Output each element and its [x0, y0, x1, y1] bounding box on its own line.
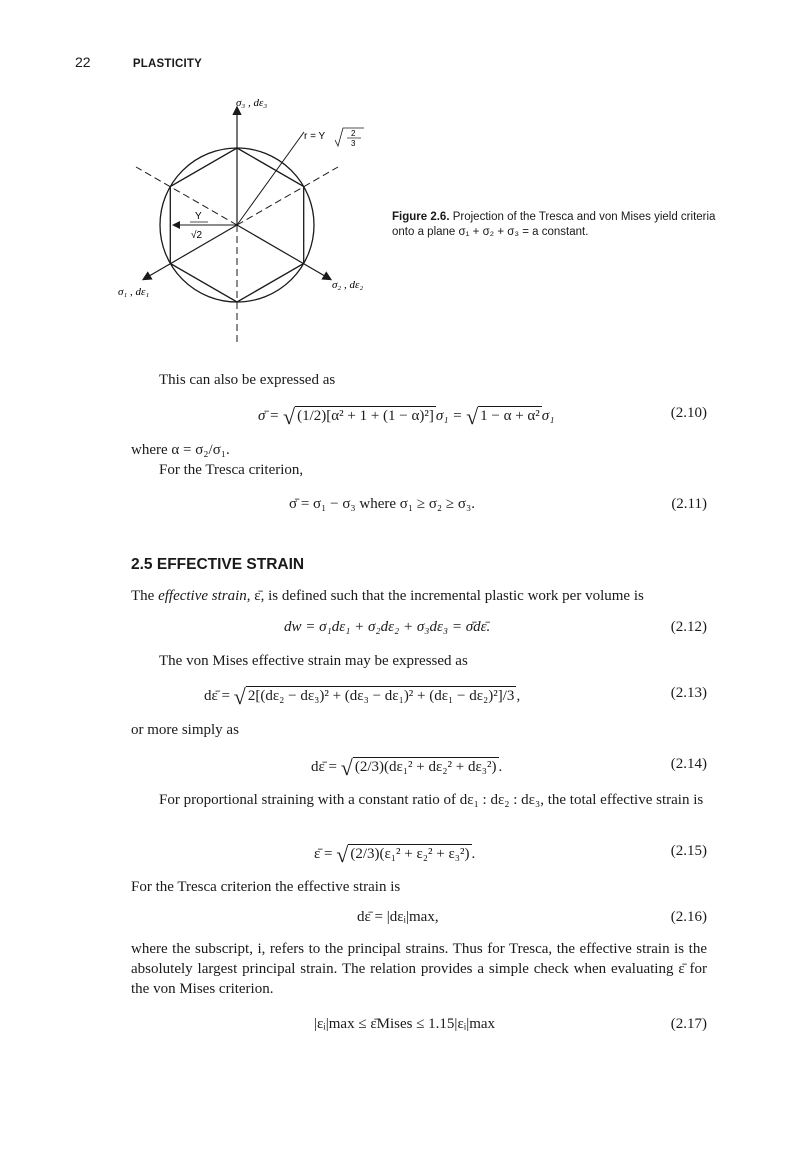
- eq-2-15-lhs: ε̄ =: [314, 846, 337, 862]
- eq-2-14-number: (2.14): [670, 756, 707, 772]
- equation-2-15: ε̄ = √ (2/3)(ε₁² + ε₂² + ε₃²) . (2.15): [314, 842, 707, 867]
- eq-2-17-number: (2.17): [670, 1016, 707, 1032]
- eq-2-10-mid: σ₁ =: [435, 408, 467, 424]
- label-Y: Y: [195, 211, 202, 222]
- label-radius-den: 3: [351, 139, 356, 148]
- eq-2-14-end: .: [498, 759, 503, 775]
- yield-locus-figure: [118, 92, 398, 342]
- eq-2-16-body: dε̄ = |dεᵢ|max,: [357, 909, 439, 925]
- eq-2-10-lhs: σ̄ =: [258, 408, 284, 424]
- eq-2-13-number: (2.13): [670, 685, 707, 701]
- eq-2-15-radicand: (2/3)(ε₁² + ε₂² + ε₃²): [350, 846, 470, 862]
- label-sigma3: σ₃ , dε₃: [236, 97, 268, 109]
- p4-term: effective strain: [158, 588, 247, 604]
- eq-2-12-number: (2.12): [670, 619, 707, 635]
- eq-2-15-end: .: [471, 846, 476, 862]
- eq-2-10-radicand-1: (1/2)[α² + 1 + (1 − α)²]: [297, 408, 434, 424]
- figure-caption: [392, 210, 722, 240]
- label-sigma1: σ₁ , dε₁: [118, 286, 150, 298]
- paragraph-5: The von Mises effective strain may be expressed as: [159, 653, 468, 669]
- label-radius-num: 2: [351, 129, 356, 138]
- eq-2-13-radicand: 2[(dε₂ − dε₃)² + (dε₃ − dε₁)² + (dε₁ − dε₂)²]/3: [247, 688, 515, 704]
- eq-2-13-lhs: dε̄ =: [204, 688, 234, 704]
- paragraph-4: [131, 586, 707, 606]
- paragraph-8: For the Tresca criterion the effective strain is: [131, 879, 401, 895]
- equation-2-16: [131, 906, 707, 932]
- label-radius: r = Y: [304, 131, 326, 142]
- caption-text: Projection of the Tresca and von Mises yield criteria onto a plane σ₁ + σ₂ + σ₃ = a constant.: [392, 211, 716, 238]
- eq-2-17-body: |εᵢ|max ≤ ε̄Mises ≤ 1.15|εᵢ|max: [314, 1016, 496, 1032]
- equation-2-11: [131, 493, 707, 519]
- paragraph-6: or more simply as: [131, 722, 239, 738]
- equation-2-12: [131, 616, 707, 642]
- eq-2-11-body: σ̄ = σ₁ − σ₃ where σ₁ ≥ σ₂ ≥ σ₃.: [289, 496, 475, 512]
- eq-2-10-radicand-2: 1 − α + α²: [480, 408, 540, 424]
- eq-2-13-end: ,: [516, 688, 521, 704]
- paragraph-7: For proportional straining with a constant ratio of dε₁ : dε₂ : dε₃, the total effective strain is: [159, 792, 704, 808]
- equation-2-13: dε̄ = √ 2[(dε₂ − dε₃)² + (dε₃ − dε₁)² + (dε₁ − dε₂)²]/3 , (2.13): [204, 684, 707, 709]
- radius-line: [237, 132, 304, 225]
- eq-2-15-number: (2.15): [670, 843, 707, 859]
- paragraph-3: For the Tresca criterion,: [159, 462, 304, 478]
- eq-2-10-end: σ₁: [541, 408, 555, 424]
- p4-end: , ε̄, is defined such that the incremental plastic work per volume is: [246, 588, 644, 604]
- label-sigma2: σ₂ , dε₂: [332, 279, 364, 291]
- paragraph-1: This can also be expressed as: [159, 372, 336, 388]
- eq-2-12-body: dw = σ₁dε₁ + σ₂dε₂ + σ₃dε₃ = σ̄dε̄.: [284, 619, 491, 635]
- page-header: [75, 54, 202, 70]
- running-head: PLASTICITY: [132, 58, 202, 70]
- p4-start: The: [131, 588, 159, 604]
- eq-2-10-number: (2.10): [670, 405, 707, 421]
- page-number: 22: [75, 54, 91, 70]
- equation-2-10: σ̄ = √ (1/2)[α² + 1 + (1 − α)²] σ₁ = √ 1 − α + α² σ₁ (2.10): [258, 404, 707, 429]
- section-title: 2.5 EFFECTIVE STRAIN: [131, 556, 305, 573]
- equation-2-17: [131, 1013, 707, 1039]
- paragraph-9: where the subscript, i, refers to the principal strains. Thus for Tresca, the effective strain is the absolutely largest principal strain. The relation provides a simple check when evaluating ε̄ for the von Mises criterion.: [131, 941, 707, 997]
- sigma2-axis: [237, 225, 330, 279]
- eq-2-14-radicand: (2/3)(dε₁² + dε₂² + dε₃²): [354, 759, 497, 775]
- equation-2-14: dε̄ = √ (2/3)(dε₁² + dε₂² + dε₃²) . (2.14): [311, 755, 707, 780]
- caption-label: Figure 2.6.: [392, 211, 450, 223]
- paragraph-2: where α = σ₂/σ₁.: [131, 442, 230, 458]
- label-sqrt2: √2: [191, 230, 203, 241]
- eq-2-16-number: (2.16): [670, 909, 707, 925]
- eq-2-11-number: (2.11): [671, 496, 707, 512]
- eq-2-14-lhs: dε̄ =: [311, 759, 341, 775]
